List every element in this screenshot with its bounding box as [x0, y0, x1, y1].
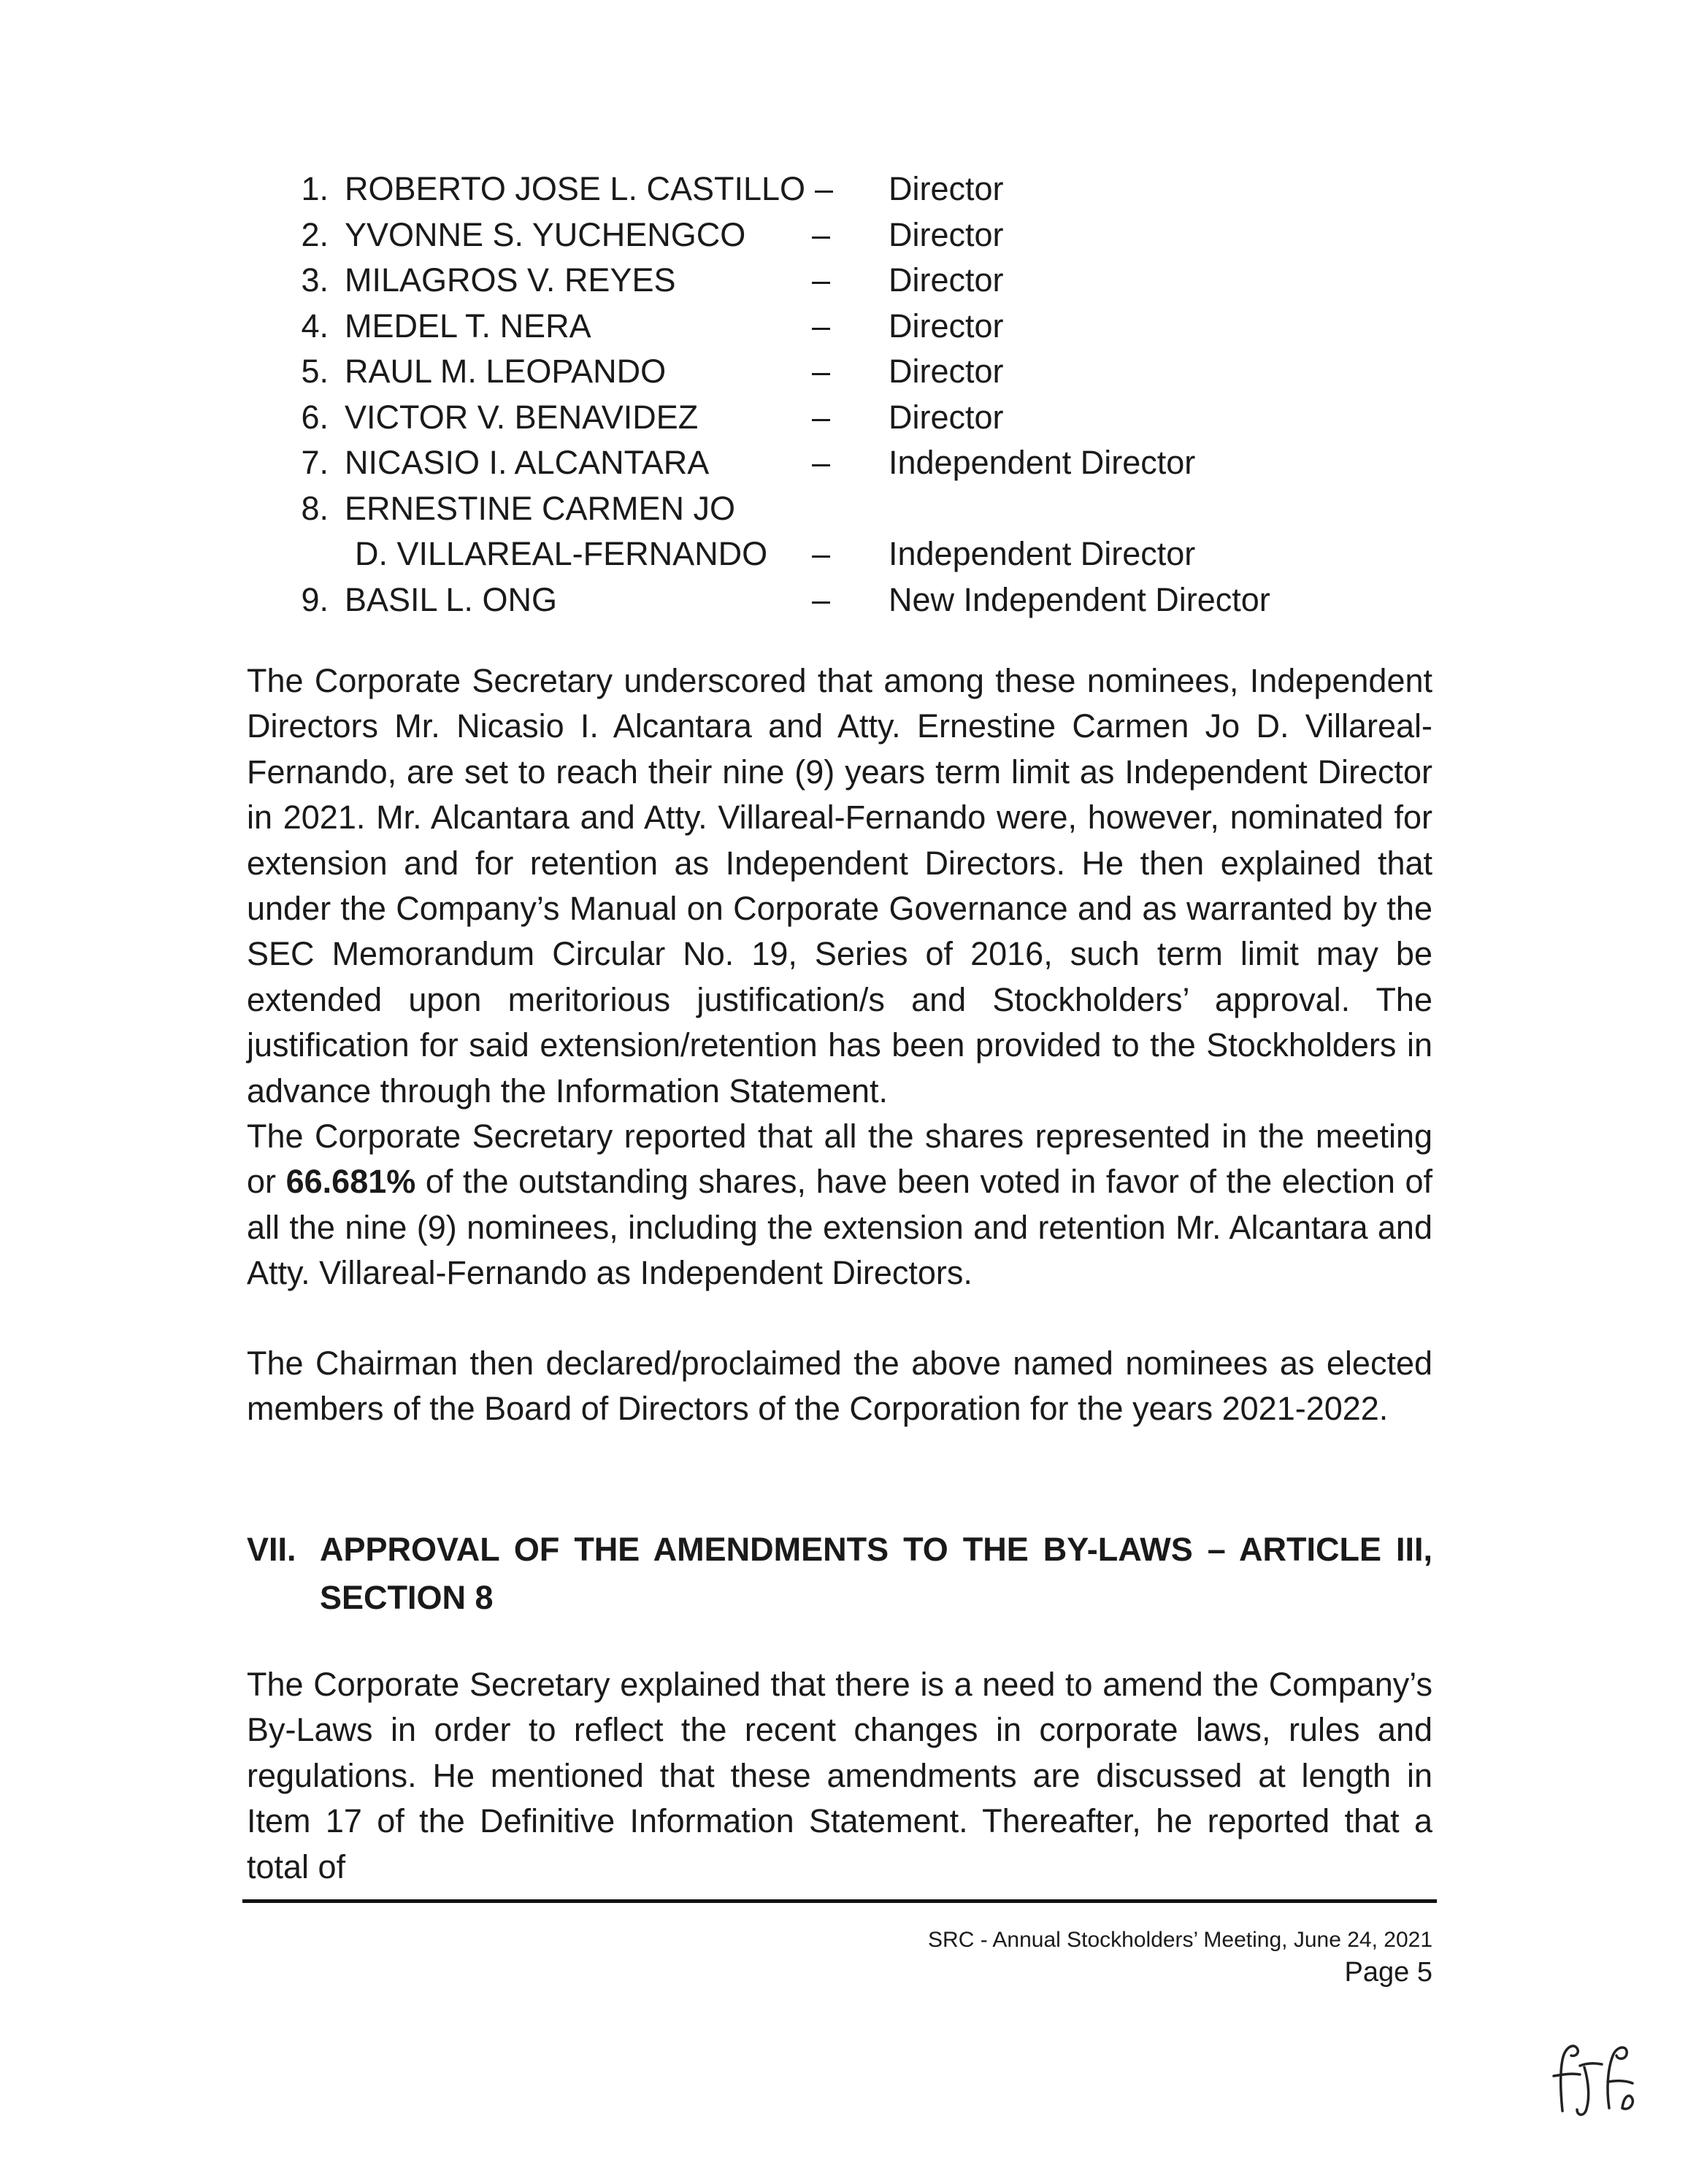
- nominee-number: 9.: [301, 580, 329, 618]
- nominee-title: Director: [889, 307, 1004, 345]
- initials-stroke-crossbar: [1554, 2074, 1580, 2076]
- vote-text-before: The Corporate Secretary reported that all the shares represented in the meeting or: [247, 1118, 1432, 1201]
- nominee-dash: –: [812, 444, 831, 481]
- nominee-name: BASIL L. ONG: [345, 580, 557, 618]
- footer-meeting-label: SRC - Annual Stockholders’ Meeting, June 24, 2021: [928, 1928, 1432, 1952]
- nominee-title: New Independent Director: [889, 580, 1270, 618]
- nominee-name: VICTOR V. BENAVIDEZ: [345, 398, 699, 436]
- nominee-title: Director: [889, 170, 1004, 207]
- nominee-name: YVONNE S. YUCHENGCO: [345, 215, 746, 253]
- nominee-row: [0, 258, 1688, 304]
- nominee-title: Director: [889, 215, 1004, 253]
- nominee-row: [0, 577, 1688, 623]
- nominee-row-continuation: [0, 531, 1688, 577]
- initials-stroke-final: [1608, 2048, 1633, 2109]
- paragraph-term-limit: The Corporate Secretary underscored that among these nominees, Independent Directors Mr. Nicasio I. Alcantara and Atty. Ernestine Carmen Jo D. Villareal-Fernando, are set to reach their nine (9) years term limit as Independent Director in 2021. Mr. Alcantara and Atty. Villareal-Fernando were, however, nominated for extension and for retention as Independent Directors. He then explained that under the Company’s Manual on Corporate Governance and as warranted by the SEC Memorandum Circular No. 19, Series of 2016, such term limit may be extended upon meritorious justification/s and Stockholders’ approval. The justification for said extension/retention has been provided to the Stockholders in advance through the Information Statement.: [247, 662, 1432, 1110]
- nominee-name: RAUL M. LEOPANDO: [345, 353, 667, 390]
- initials-stroke-j-bar: [1580, 2064, 1602, 2066]
- nominee-dash: –: [812, 535, 831, 572]
- nominee-number: 7.: [301, 444, 329, 481]
- nominee-dash: –: [812, 353, 831, 390]
- nominee-number: 5.: [301, 353, 329, 390]
- handwritten-initials: [1546, 2038, 1641, 2118]
- nominee-row: [0, 304, 1688, 350]
- nominee-dash: –: [812, 398, 831, 436]
- nominee-row: [0, 440, 1688, 486]
- nominee-dash: –: [815, 170, 834, 207]
- footer-divider: [242, 1899, 1437, 1903]
- nominee-name: MILAGROS V. REYES: [345, 261, 676, 299]
- vote-text-after: of the outstanding shares, have been voted in favor of the election of all the nine (9) nominees, including the extension and retention Mr. Alcantara and Atty. Villareal-Fernando as Independent Directors.: [247, 1163, 1433, 1292]
- footer-page-number: Page 5: [1344, 1957, 1432, 1988]
- nominee-dash: –: [812, 580, 831, 618]
- paragraph-vote-result: [247, 1114, 1432, 1296]
- nominee-name: ROBERTO JOSE L. CASTILLO: [345, 170, 806, 207]
- section-title: APPROVAL OF THE AMENDMENTS TO THE BY-LAWS – ARTICLE III, SECTION 8: [320, 1531, 1432, 1616]
- nominee-row: [0, 212, 1688, 258]
- nominee-list: [0, 166, 1688, 623]
- nominee-row: [0, 166, 1688, 212]
- nominee-row: [0, 486, 1688, 532]
- initials-stroke-f: [1561, 2046, 1578, 2111]
- paragraph-proclamation: The Chairman then declared/proclaimed the above named nominees as elected members of the Board of Directors of the Corporation for the years 2021-2022.: [247, 1345, 1432, 1428]
- nominee-title: Independent Director: [889, 444, 1196, 481]
- nominee-title: Director: [889, 261, 1004, 299]
- nominee-dash: –: [812, 307, 831, 345]
- nominee-name: NICASIO I. ALCANTARA: [345, 444, 710, 481]
- nominee-number: 4.: [301, 307, 329, 345]
- nominee-number: 8.: [301, 489, 329, 527]
- nominee-number: 1.: [301, 170, 329, 207]
- nominee-row: [0, 395, 1688, 441]
- nominee-name-continuation: D. VILLAREAL-FERNANDO: [355, 535, 768, 572]
- paragraph-bylaws: The Corporate Secretary explained that there is a need to amend the Company’s By-Laws in order to reflect the recent changes in corporate laws, rules and regulations. He mentioned that these amendments are discussed at length in Item 17 of the Definitive Information Statement. Thereafter, he reported that a total of: [247, 1666, 1432, 1885]
- nominee-name: ERNESTINE CARMEN JO: [345, 489, 736, 527]
- nominee-title: Director: [889, 353, 1004, 390]
- section-number: VII.: [247, 1531, 296, 1568]
- nominee-row: [0, 349, 1688, 395]
- nominee-number: 2.: [301, 215, 329, 253]
- nominee-name: MEDEL T. NERA: [345, 307, 591, 345]
- nominee-title: Independent Director: [889, 535, 1196, 572]
- nominee-number: 3.: [301, 261, 329, 299]
- nominee-dash: –: [812, 261, 831, 299]
- nominee-dash: –: [812, 215, 831, 253]
- nominee-number: 6.: [301, 398, 329, 436]
- nominee-title: Director: [889, 398, 1004, 436]
- vote-percentage: 66.681%: [285, 1163, 416, 1201]
